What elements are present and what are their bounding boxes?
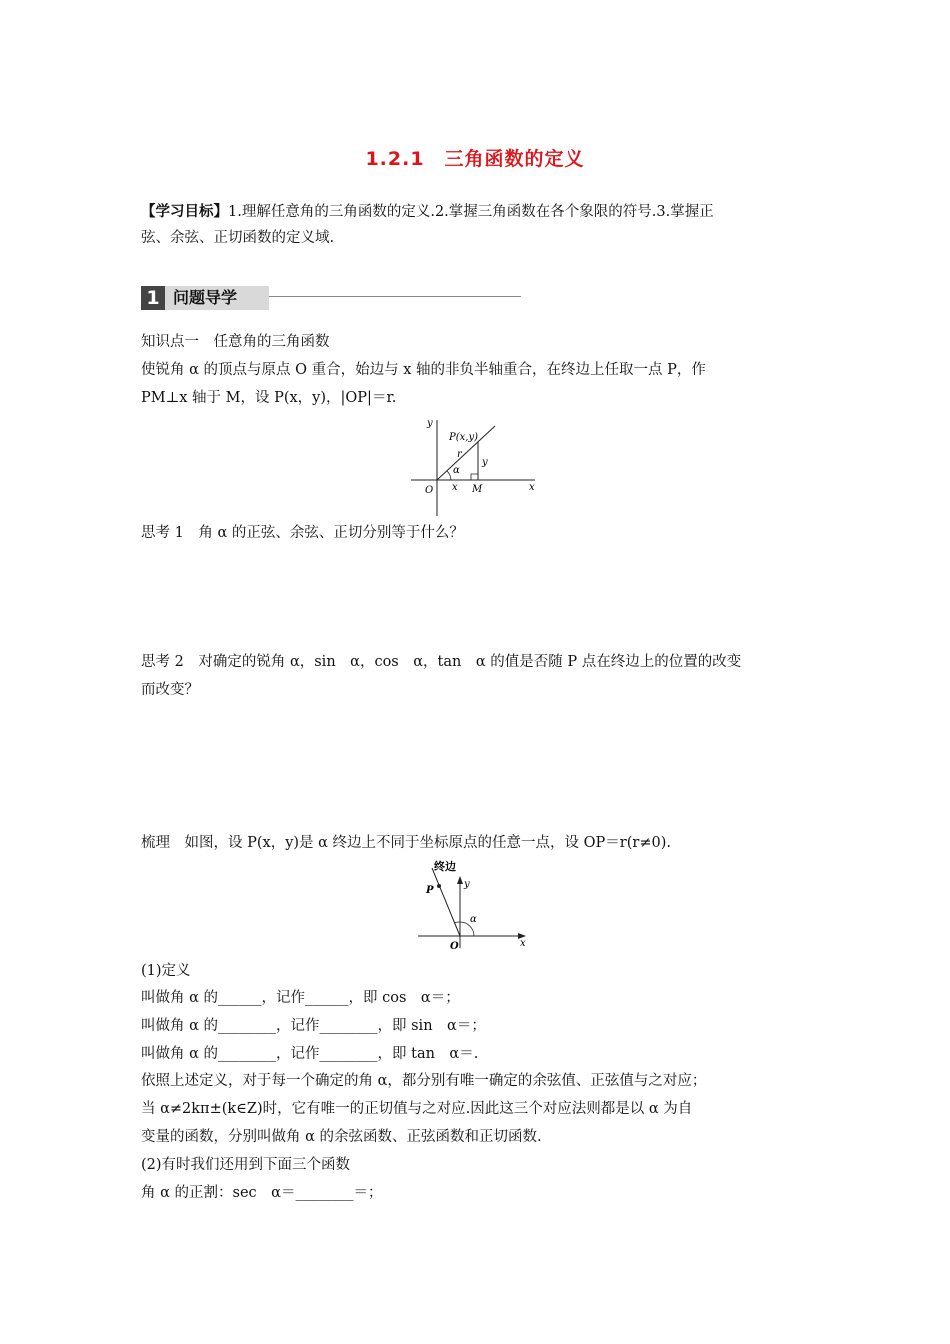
summary-line: 梳理 如图，设 P(x，y)是 α 终边上不同于坐标原点的任意一点，设 OP＝r(r≠0).: [141, 835, 671, 851]
fig1-point-label: P(x,y): [449, 432, 478, 443]
page-title: 1.2.1 三角函数的定义: [365, 148, 585, 170]
secant-line: 角 α 的正割：sec α＝________＝；: [141, 1185, 383, 1201]
knowledge-line-1: 使锐角 α 的顶点与原点 O 重合，始边与 x 轴的非负半轴重合，在终边上任取一点 P，作: [141, 362, 706, 378]
think-2-line-2: 而改变？: [141, 682, 199, 698]
fig1-y-label: y: [427, 418, 433, 429]
fig1-x-label: x: [529, 482, 535, 493]
fig1-y-seg-label: y: [482, 457, 488, 468]
figure-general-angle: [414, 856, 538, 952]
definition-tan: 叫做角 α 的________，记作________，即 tan α＝.: [141, 1046, 479, 1062]
think-2-line-1: 思考 2 对确定的锐角 α，sin α，cos α，tan α 的值是否随 P 点在终边上的位置的改变: [141, 654, 742, 670]
section-header: [141, 286, 523, 310]
fig2-point-label: P: [426, 885, 434, 896]
section-rule: [269, 296, 521, 297]
objectives-label: 【学习目标】: [141, 203, 228, 220]
terminal-side: [432, 868, 460, 936]
fig2-alpha-label: α: [470, 914, 477, 925]
objectives-line-2: 弦、余弦、正切函数的定义域.: [141, 230, 335, 246]
more-functions-heading: (2)有时我们还用到下面三个函数: [141, 1157, 351, 1173]
definition-heading: (1)定义: [141, 963, 191, 979]
knowledge-line-2: PM⊥x 轴于 M，设 P(x，y)，|OP|＝r.: [141, 390, 397, 406]
fig2-y-label: y: [464, 879, 470, 890]
fig2-terminal-label: 终边: [434, 860, 456, 873]
knowledge-heading: 知识点一 任意角的三角函数: [141, 334, 330, 350]
objectives-line-1: [141, 202, 811, 222]
right-angle-mark: [471, 474, 478, 480]
fig2-x-label: x: [520, 938, 526, 949]
think-1: 思考 1 角 α 的正弦、余弦、正切分别等于什么？: [141, 525, 464, 541]
section-number: 1: [141, 286, 165, 310]
definition-cos: 叫做角 α 的______，记作______，即 cos α＝；: [141, 990, 460, 1006]
objectives-text-1: 1.理解任意角的三角函数的定义.2.掌握三角函数在各个象限的符号.3.掌握正: [228, 204, 714, 220]
figure-first-quadrant: [405, 412, 545, 516]
y-arrow: [457, 876, 463, 884]
definition-note-1: 依照上述定义，对于每一个确定的角 α，都分别有唯一确定的余弦值、正弦值与之对应；: [141, 1073, 707, 1089]
fig1-alpha-label: α: [453, 465, 460, 476]
fig1-origin-label: O: [425, 485, 434, 496]
point-p: [437, 884, 441, 888]
definition-sin: 叫做角 α 的________，记作________，即 sin α＝；: [141, 1018, 486, 1034]
angle-arc: [447, 471, 451, 480]
section-label: 问题导学: [165, 286, 269, 310]
fig2-origin-label: O: [450, 941, 459, 952]
fig1-r-label: r: [457, 449, 462, 460]
fig1-x-seg-label: x: [452, 482, 458, 493]
definition-note-2: 当 α≠2kπ±(k∈Z)时，它有唯一的正切值与之对应.因此这三个对应法则都是以 α 为自: [141, 1101, 693, 1117]
angle-arc-extension: [454, 922, 460, 923]
fig1-m-label: M: [472, 484, 483, 495]
definition-note-3: 变量的函数，分别叫做角 α 的余弦函数、正弦函数和正切函数.: [141, 1129, 542, 1145]
